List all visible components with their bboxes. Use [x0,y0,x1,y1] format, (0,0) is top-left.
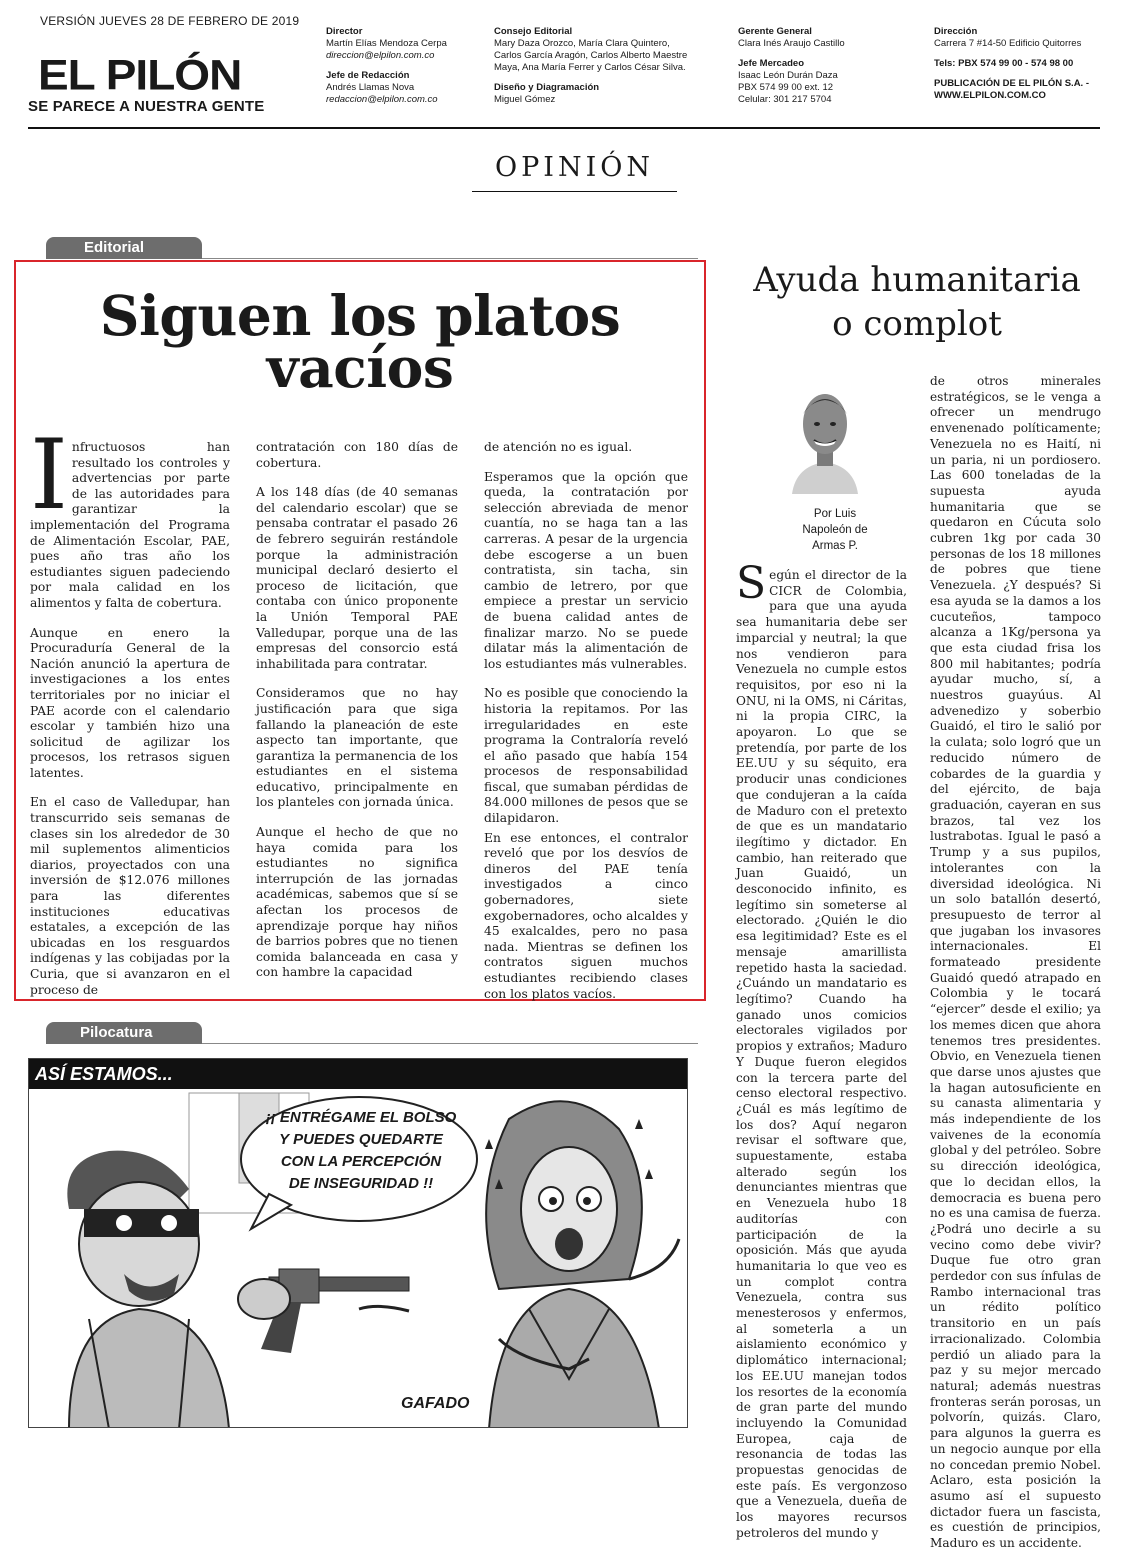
editorial-col2-p4: Aunque el hecho de que no haya comida para los estudiantes no significa interrupción de las jornadas académicas, sabemos que sí se afectan los procesos de aprendizaje porque hay niños de barrios pobres que no tienen comida balanceada en casa y con hambre la capacidad [256,825,458,980]
label-address: Dirección [934,26,978,37]
headline-line-2: vacíos [266,335,454,400]
newspaper-slogan: SE PARECE A NUESTRA GENTE [28,98,265,115]
section-title-underline [472,191,677,192]
chief-editor-email: redaccion@elpilon.com.co [326,94,438,105]
general-manager-name: Clara Inés Araujo Castillo [738,38,845,49]
edition-date: VERSIÓN JUEVES 28 DE FEBRERO DE 2019 [40,14,300,28]
opinion-headline-line-1: Ayuda humanitaria [753,260,1081,300]
cartoon-speech-bubble [251,1107,471,1195]
cartoonist-signature: GAFADO [401,1395,470,1412]
opinion-headline-line-2: o complot [832,304,1002,344]
bubble-line-2: Y PUEDES QUEDARTE [279,1131,443,1148]
opinion-col2-text: de otros minerales estratégicos, se le venga a ofrecer un mendrugo envenenado políticamente; Venezuela no es Haití, ni un paria, ni un pordiosero. Las 600 toneladas de la supuesta ayuda humanitaria que se quedaron en Cúcuta solo cubren 1kg por cada 30 personas de los 18 millones de pobres que tiene Venezuela. ¿Y después? Si esa ayuda se la damos a los cucuteños, tampoco alcanza a 1Kg/persona ya que esta ciudad frisa los 800 mil habitantes; podría ayudar mucho, sí, a nuestros guayúus. Al advenedizo y soberbio Guaidó, el tiro le salió por la culata; solo logró que un reducido número de cobardes de la guardia y del ejército, de baja graduación, cayeran en sus brazos, tal vez los lustrabotas. Igual le pasó a Trump y a sus pupilos, intolerantes con la diversidad ideológica. Ni un solo batallón desertó, presupuesto de terror al que jugaban los invasores internacionales. El formateado presidente Guaidó quedó atrapado en Colombia y le tocará “ejercer” desde el exilio; ya los memes dicen que ahora tenemos tres presidentes. Obvio, en Venezuela tienen que darse unos ajustes que la hagan autosuficiente en su canasta alimentaria y más independiente de los vaivenes de la economía global y del petróleo. Sobre su dirección ideológica, que lo decidan ellos, la democracia es buena pero no es una camisa de fuerza. ¿Podrá uno decirle a su vecino como debe vivir? Duque fue otro gran perdedor con sus ínfulas de Rambo internacional tras un rédito político transitorio en un país irracionalizado. Colombia perdió un aliado para la paz y su mejor mercado natural; además nuestras fronteras serán porosas, un polvorín, quizás. Claro, para algunos la guerra es un negocio aunque por ella no concedan premio Nobel. Aclaro, esta posición la asumo así el supuesto dictador fuera un fascista, es cuestión de principios, Maduro es un accidente. [930,374,1101,1551]
opinion-column-2 [930,374,1101,1552]
marketing-name: Isaac León Durán Daza [738,70,838,81]
board-line-3: Maya, Ana María Ferrer y Carlos César Silva. [494,62,686,73]
marketing-phone: PBX 574 99 00 ext. 12 [738,82,834,93]
opinion-byline [770,506,900,554]
director-name: Martín Elías Mendoza Cerpa [326,38,447,49]
editorial-column-1 [30,419,230,1012]
cartoon-panel [28,1058,688,1428]
opinion-dropcap: S [736,558,767,609]
label-marketing: Jefe Mercadeo [738,58,805,69]
editorial-column-3 [484,440,688,1016]
board-line-2: Carlos García Aragón, Carlos Alberto Maestre [494,50,688,61]
cartoon-banner-text: ASÍ ESTAMOS... [35,1064,173,1084]
bubble-line-4: DE INSEGURIDAD !! [288,1175,434,1192]
label-chief-editor: Jefe de Redacción [326,70,410,81]
editorial-column-2 [256,440,458,995]
editorial-tab: Editorial [46,237,202,259]
cartoon-tab: Pilocatura [46,1022,202,1044]
author-photo [790,384,860,494]
editorial-col1-p1: nfructuosos han resultado los controles y advertencias por parte de las autoridades para garantizar la implementación del Programa de Alimentación Escolar, PAE, pues año tras año los estudiantes siguen padeciendo por mala calidad en los alimentos y falta de cobertura. [30,440,230,610]
label-general-manager: Gerente General [738,26,812,37]
author-portrait-icon [790,384,860,494]
bubble-line-1: ¡¡ ENTRÉGAME EL BOLSO [265,1109,457,1126]
website-line: WWW.ELPILON.COM.CO [934,90,1046,101]
editorial-col3-p3: No es posible que conociendo la historia la repitamos. Por las irregularidades en este programa la Contraloría reveló el año pasado que había 154 procesos de responsabilidad fiscal, que sumaban pérdidas de 84.000 millones de pesos que se dilapidaron. [484,686,688,826]
masthead-staff-director [326,26,486,106]
publisher-line: PUBLICACIÓN DE EL PILÓN S.A. - [934,78,1090,89]
byline-line-3: Armas P. [812,540,858,552]
editorial-col3-p1: de atención no es igual. [484,440,633,454]
byline-line-1: Por Luis [813,508,857,520]
chief-editor-name: Andrés Llamas Nova [326,82,415,93]
director-email: direccion@elpilon.com.co [326,50,435,61]
byline-line-2: Napoleón de [802,524,868,536]
opinion-headline [718,258,1116,346]
bubble-line-3: CON LA PERCEPCIÓN [280,1153,442,1170]
opinion-column-1 [736,558,907,1542]
masthead-address [934,26,1124,102]
opinion-col1-text: egún el director de la CICR de Colombia, para que una ayuda sea humanitaria debe ser imparcial y neutral; la que nos vendieron para Venezuela no cumple estos requisitos, por eso ni la ONU, ni la OMS, ni Cáritas, ni la propia CIRC, la apoyaron. Lo que se pretendía, por parte de los EE.UU y su séquito, era producir unas condiciones que condujeran a la caída de Maduro con el pretexto de que es un mandatario ilegítimo y dictador. En cambio, han reiterado que Juan Guaidó, un desconocido infinito, es legítimo sin someterse al electorado. ¿Quién le dio esa legitimidad? Este es el mensaje amarillista repetido hasta la saciedad. ¿Cuándo un mandatario es legítimo? Cuando ha ganado unos comicios electorales vigilados por propios y extraños; Maduro Y Duque fueron elegidos con la tercera parte del censo electoral respectivo. ¿Cuál es más legítimo de los dos? Aquí negaron revisar el software que, supuestamente, estaba alterado según los denunciantes mientras que en Venezuela hubo 18 auditorías con participación de la oposición. Más que ayuda humanitaria lo que veo es un complot contra Venezuela, contra sus menesterosos y enfermos, al someterla a un aislamiento económico y diplomático internacional; los EE.UU manejan todos los resortes de la economía de gran parte del mundo incluyendo la Comunidad Europea, caja de resonancia de todas las propuestas genocidas de este país. Es vergonzoso que a Venezuela, dueña de los mayores recursos petroleros del mundo y [736,568,907,1540]
label-editorial-board: Consejo Editorial [494,26,573,37]
editorial-col3-p2: Esperamos que la opción que queda, la contratación por selección abreviada de menor cuantía, no se haga tan a las carreras. A pesar de la urgencia debe escogerse a un buen contratista, sin tacha, sin cambio de letrero, por que empiece a prestar un servicio de buena calidad antes de finalizar marzo. No se puede dilatar más la alimentación de los estudiantes más vulnerables. [484,469,688,671]
phone-line: Tels: PBX 574 99 00 - 574 98 00 [934,58,1074,69]
newspaper-logo: EL PILÓN [38,51,242,99]
editorial-col1-p3: En el caso de Valledupar, han transcurrido seis semanas de clases sin los alrededor de 30 mil suplementos alimenticios diarios, proyectados con una inversión de $12.076 millones para las diferentes instituciones educativas estatales, a excepción de las ubicadas en los resguardos indígenas y las cobijadas por la Curia, que si avanzaron en el proceso de [30,795,230,997]
designer-name: Miguel Gómez [494,94,556,105]
address-line: Carrera 7 #14-50 Edificio Quitorres [934,38,1082,49]
editorial-col2-p1: contratación con 180 días de cobertura. [256,440,458,470]
editorial-col2-p3: Consideramos que no hay justificación para que siga fallando la planeación de este aspecto tan importante, que garantiza la permanencia de los estudiantes en el sistema educativo, principalmente en los planteles con jornada única. [256,686,458,810]
section-title: OPINIÓN [494,152,655,183]
editorial-col1-p2: Aunque en enero la Procuraduría General de la Nación anunció la apertura de investigaciones a los entes territoriales por no iniciar el PAE acorde con el calendario escolar y también hizo una solicitud de agilizar los procesos, los retrasos siguen latentes. [30,625,230,780]
masthead-management [738,26,918,106]
masthead-editorial-board [494,26,724,106]
headline-line-1: Siguen los platos [99,283,621,348]
editorial-headline [60,283,660,400]
editorial-col3-p4: En ese entonces, el contralor reveló que por los desvíos de dineros del PAE tenía investigados a cinco gobernadores, siete exgobernadores, ocho alcaldes y 45 exalcaldes, pero no pasa nada. Mientras se definen los contratos siguen muchos estudiantes recibiendo clases con los platos vacíos. [484,830,688,1001]
label-director: Director [326,26,363,37]
editorial-col2-p2: A los 148 días (de 40 semanas del calendario escolar) que se pensaba contratar el pasado 26 de febrero seguirán restándole porque la administración municipal declaró desierto el proceso de licitación, que contaba con único proponente la Unión Temporal PAE Valledupar, porque una de las empresas del consorcio está inhabilitada para contratar. [256,485,458,671]
masthead-rule [28,127,1100,129]
label-design: Diseño y Diagramación [494,82,600,93]
editorial-dropcap: I [30,419,68,531]
marketing-cell: Celular: 301 217 5704 [738,94,832,105]
board-line-1: Mary Daza Orozco, María Clara Quintero, [494,38,670,49]
